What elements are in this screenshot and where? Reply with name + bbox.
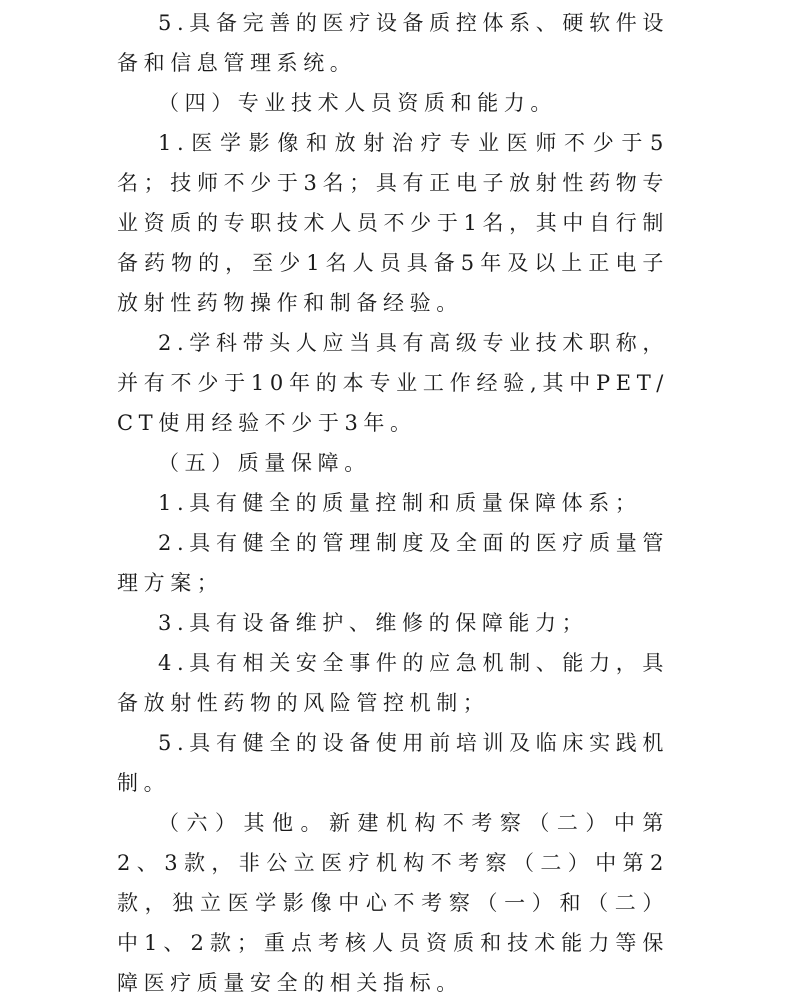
section-heading-quality-assurance: （五）质量保障。	[158, 451, 371, 475]
paragraph-equipment-qc: 5.具备完善的医疗设备质控体系、硬软件设备和信息管理系统。	[117, 11, 669, 75]
paragraph-qa-1: 1.具有健全的质量控制和质量保障体系；	[158, 491, 642, 515]
paragraph-qa-4: 4.具有相关安全事件的应急机制、能力，具备放射性药物的风险管控机制；	[117, 651, 669, 715]
paragraph-staff-requirement-2: 2.学科带头人应当具有高级专业技术职称，并有不少于10年的本专业工作经验,其中PET/CT使用经验不少于3年。	[117, 331, 669, 435]
section-other: （六）其他。新建机构不考察（二）中第2、3款，非公立医疗机构不考察（二）中第2款，独立医学影像中心不考察（一）和（二）中1、2款；重点考核人员资质和技术能力等保障医疗质量安全的相关指标。	[117, 811, 669, 995]
paragraph-qa-3: 3.具有设备维护、维修的保障能力；	[158, 611, 589, 635]
document-page	[117, 3, 669, 1003]
paragraph-qa-2: 2.具有健全的管理制度及全面的医疗质量管理方案；	[117, 531, 669, 595]
section-heading-staff-qualifications: （四）专业技术人员资质和能力。	[158, 91, 557, 115]
paragraph-qa-5: 5.具有健全的设备使用前培训及临床实践机制。	[117, 731, 669, 795]
paragraph-staff-requirement-1: 1.医学影像和放射治疗专业医师不少于5名；技师不少于3名；具有正电子放射性药物专业资质的专职技术人员不少于1名，其中自行制备药物的，至少1名人员具备5年及以上正电子放射性药物操作和制备经验。	[117, 131, 669, 315]
